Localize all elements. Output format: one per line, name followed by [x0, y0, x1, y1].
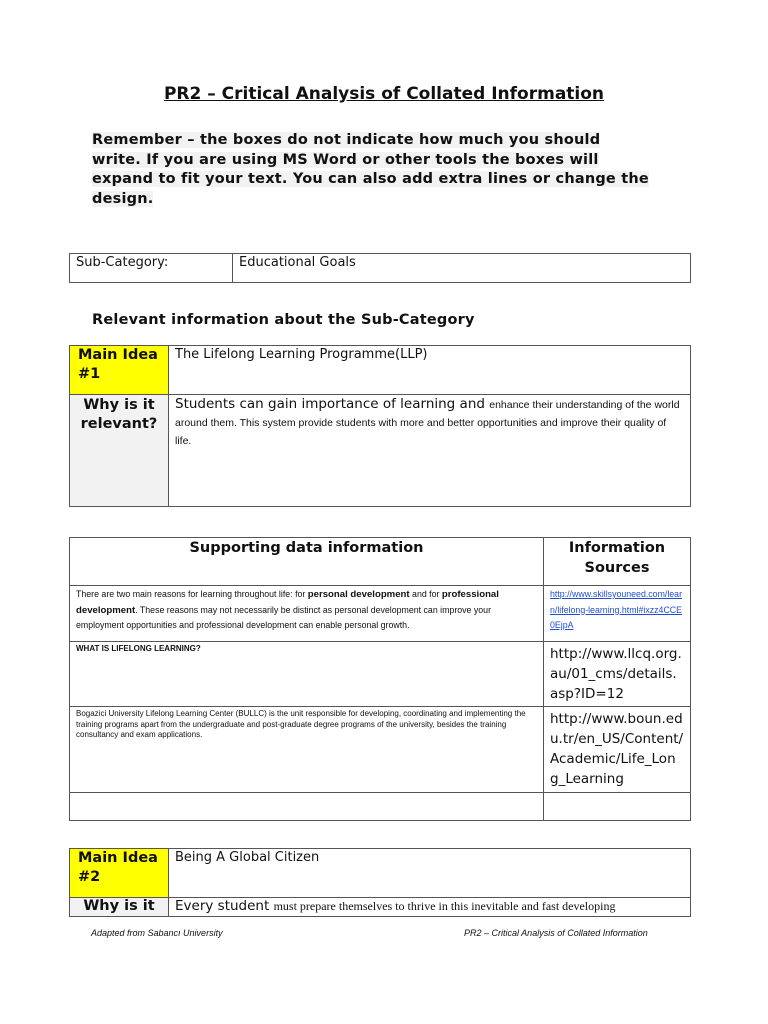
why-relevant-1-value[interactable] — [169, 395, 691, 507]
main-idea-1-label: Main Idea #1 — [70, 346, 169, 395]
row-1-bold-b: professional development — [76, 589, 499, 616]
supporting-data-row-3[interactable]: Bogazici University Lifelong Learning Center (BULLC) is the unit responsible for developing, coordinating and implementing the training programs apart from the undergraduate and post-graduate degree programs of the university, besides the training consultancy and exam applications. — [70, 707, 544, 793]
remember-line: expand to fit your text. You can also add extra lines or change the — [92, 171, 649, 187]
main-idea-2-table — [69, 848, 691, 917]
supporting-data-row-1[interactable] — [70, 586, 544, 642]
source-3[interactable]: http://www.boun.edu.tr/en_US/Content/Academic/Life_Long_Learning — [544, 707, 691, 793]
information-sources-header: Information Sources — [544, 538, 691, 586]
why-relevant-2-lead: Every student — [175, 898, 274, 914]
supporting-data-header: Supporting data information — [70, 538, 544, 586]
subcategory-value[interactable]: Educational Goals — [233, 254, 691, 283]
supporting-data-row-empty[interactable] — [70, 793, 544, 821]
row-1-text-d: . These reasons may not necessarily be distinct as personal development can improve your employment opportunities and professional development can enable personal growth. — [76, 604, 491, 630]
main-idea-2-label: Main Idea #2 — [70, 849, 169, 898]
subcategory-table — [69, 253, 691, 283]
subcategory-label: Sub-Category: — [70, 254, 233, 283]
remember-line: Remember – the boxes do not indicate how much you should — [92, 132, 601, 148]
row-1-text-c: and for — [409, 589, 442, 599]
remember-line: write. If you are using MS Word or other tools the boxes will — [92, 151, 599, 168]
source-empty[interactable] — [544, 793, 691, 821]
why-relevant-2-label: Why is it — [70, 898, 169, 917]
main-idea-1-value[interactable]: The Lifelong Learning Programme(LLP) — [169, 346, 691, 395]
row-1-bold-a: personal development — [307, 589, 410, 600]
main-idea-1-table — [69, 345, 691, 507]
page-title: PR2 – Critical Analysis of Collated Information — [163, 84, 605, 104]
row-1-text-a: There are two main reasons for learning throughout life: for — [76, 589, 308, 599]
remember-line: design. — [92, 190, 154, 207]
why-relevant-2-rest: must prepare themselves to thrive in this inevitable and fast developing — [273, 899, 616, 913]
footer-left: Adapted from Sabancı University — [91, 928, 223, 938]
why-relevant-1-label: Why is it relevant? — [70, 395, 169, 507]
main-idea-2-value[interactable]: Being A Global Citizen — [169, 849, 691, 898]
source-link-1[interactable]: http://www.skillsyouneed.com/learn/lifelong-learning.html#ixzz4CCE0EjpA — [544, 586, 691, 642]
remember-note — [92, 131, 692, 209]
footer-right: PR2 – Critical Analysis of Collated Information — [464, 928, 648, 938]
source-2[interactable]: http://www.llcq.org.au/01_cms/details.asp?ID=12 — [544, 642, 691, 707]
why-relevant-2-value[interactable] — [169, 898, 691, 917]
why-relevant-1-lead: Students can gain importance of learning and — [175, 396, 490, 412]
why-relevant-1-rest: enhance their understanding of the world around them. This system provide students with more and better opportunities and improve their quality of life. — [175, 399, 680, 447]
supporting-data-table — [69, 537, 691, 821]
supporting-data-row-2[interactable]: WHAT IS LIFELONG LEARNING? — [70, 642, 544, 707]
relevant-info-heading: Relevant information about the Sub-Category — [92, 312, 475, 328]
